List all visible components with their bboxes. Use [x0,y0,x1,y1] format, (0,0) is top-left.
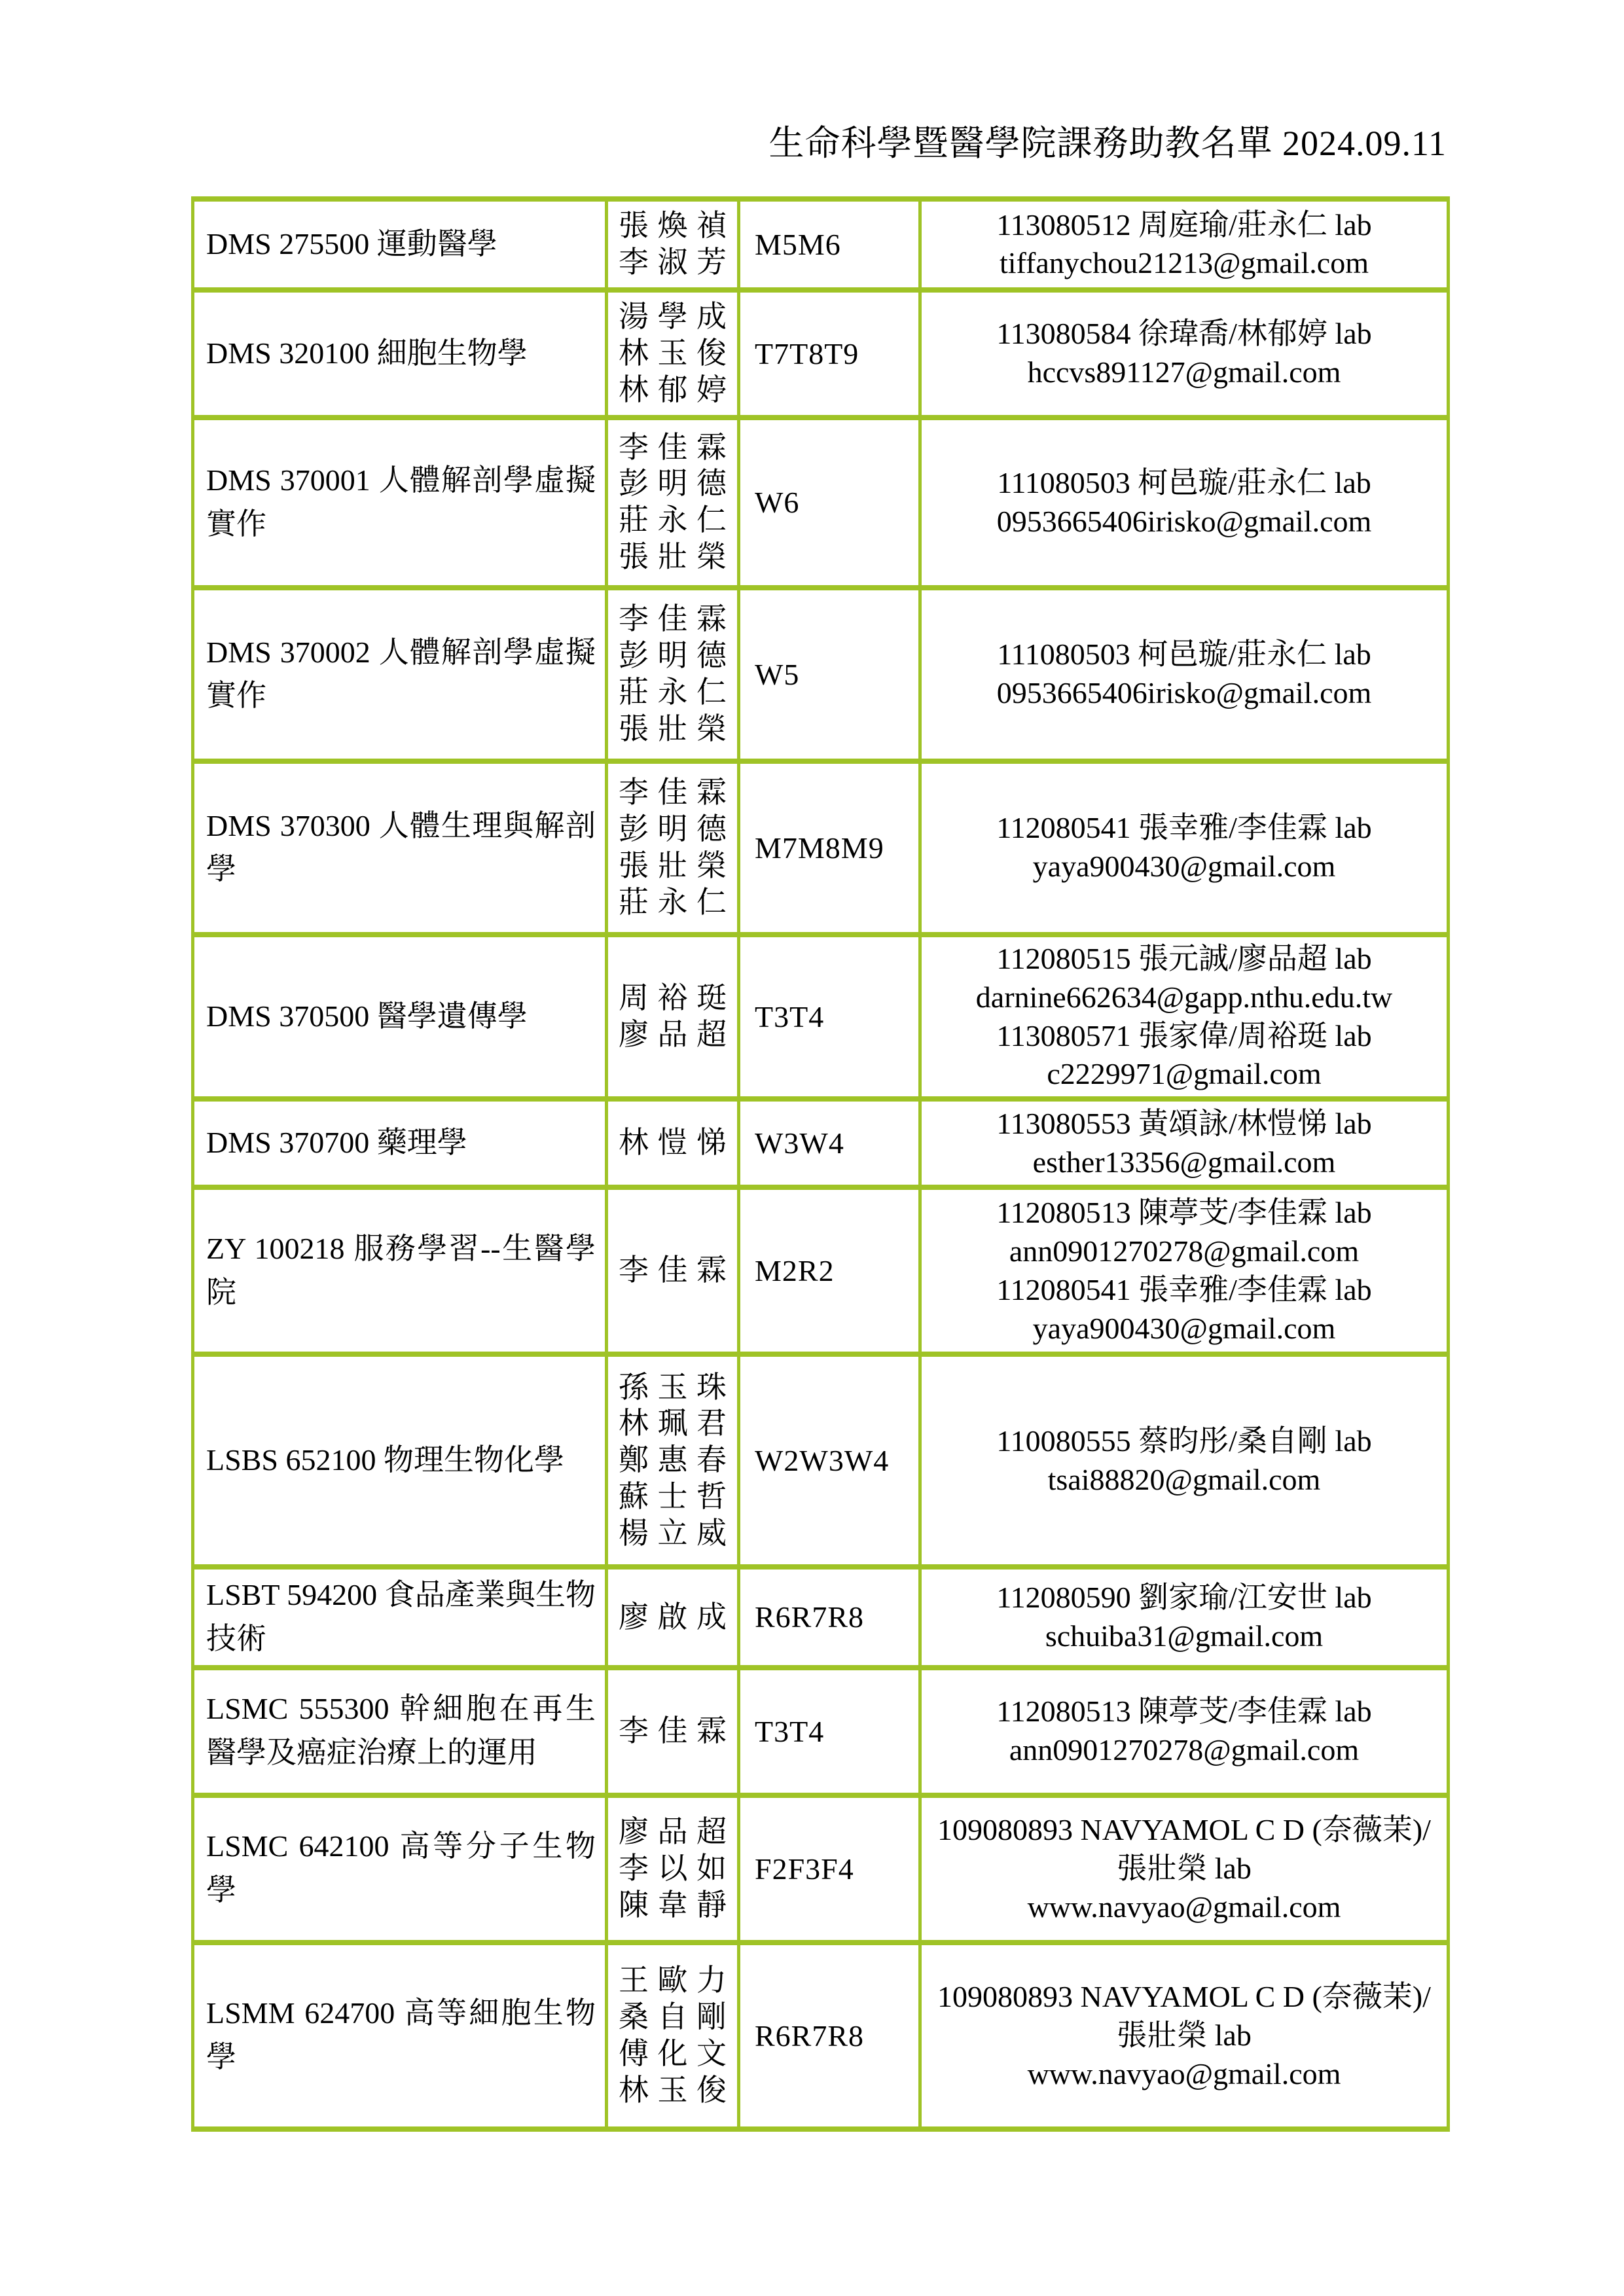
instructor-name-char: 士 [657,1480,688,1514]
ta-info-line: hccvs891127@gmail.com [1027,355,1341,389]
instructor-name-char: 湯 [619,299,649,333]
instructor-name-char: 林 [619,1407,649,1441]
instructor-name [619,2073,727,2108]
instructor-name-char: 玉 [657,336,688,370]
instructor-name-char: 品 [657,1018,688,1052]
instructor-name-char: 霖 [696,430,727,464]
table-row [193,1099,1449,1187]
course-cell: DMS 370300 人體生理與解剖學 [193,761,607,935]
instructor-name [619,1516,727,1551]
instructor-name-char: 林 [619,336,649,370]
instructor-name [619,886,727,920]
instructor-name [619,1371,727,1405]
instructors-cell [607,761,739,935]
ta-info-line: www.navyao@gmail.com [1027,1890,1341,1924]
instructor-name [619,1126,727,1160]
instructor-name-char: 明 [657,467,688,501]
ta-info-cell [920,588,1449,761]
ta-info-cell [920,1187,1449,1354]
instructor-name-char: 明 [657,638,688,672]
instructor-name-char: 周 [619,981,649,1015]
course-cell: DMS 320100 細胞生物學 [193,290,607,418]
page-title: 生命科學暨醫學院課務助教名單 2024.09.11 [768,124,1447,163]
instructor-name-char: 彭 [619,638,649,672]
instructor-name [619,503,727,538]
ta-info-cell [920,1668,1449,1795]
instructor-name [619,675,727,710]
instructor-name-char: 彭 [619,467,649,501]
table-row [193,1567,1449,1667]
instructor-name-char: 剛 [696,2000,727,2034]
instructors-cell [607,199,739,290]
course-table-body [193,199,1449,2129]
time-slot-cell: M7M8M9 [739,761,920,935]
table-row [193,290,1449,418]
course-cell: LSBT 594200 食品產業與生物技術 [193,1567,607,1667]
ta-info-line: 112080513 陳葶芠/李佳霖 lab [996,1695,1372,1729]
instructor-name-char: 鄭 [619,1443,649,1477]
instructor-name-char: 明 [657,812,688,846]
course-cell: DMS 370500 醫學遺傳學 [193,935,607,1100]
ta-info-line: 109080893 NAVYAMOL C D (奈薇茉)/張壯榮 lab [937,1812,1431,1885]
instructor-name-char: 張 [619,848,649,882]
instructor-name-char: 蘇 [619,1480,649,1514]
instructor-name-char: 立 [657,1516,688,1551]
instructor-name [619,849,727,884]
course-cell: DMS 275500 運動醫學 [193,199,607,290]
course-cell: LSBS 652100 物理生物化學 [193,1354,607,1567]
instructor-name-char: 佳 [657,602,688,636]
course-cell: DMS 370002 人體解剖學虛擬實作 [193,588,607,761]
ta-info-cell [920,761,1449,935]
time-slot-cell: R6R7R8 [739,1943,920,2129]
ta-info-line: 109080893 NAVYAMOL C D (奈薇茉)/張壯榮 lab [937,1979,1431,2052]
instructors-cell [607,418,739,588]
instructor-name [619,1443,727,1478]
time-slot-cell: M5M6 [739,199,920,290]
ta-info-line: 0953665406irisko@gmail.com [996,504,1372,538]
instructor-name-char: 楊 [619,1516,649,1551]
ta-info-line: 113080571 張家偉/周裕珽 lab [996,1018,1372,1052]
instructors-cell [607,588,739,761]
instructor-name [619,300,727,334]
ta-info-line: 110080555 蔡昀彤/桑自剛 lab [996,1424,1372,1458]
ta-info-line: 112080541 張幸雅/李佳霖 lab [996,811,1372,845]
instructor-name [619,602,727,637]
instructors-cell [607,1567,739,1667]
instructor-name-char: 李 [619,1713,649,1748]
instructor-name-char: 德 [696,812,727,846]
instructor-name-char: 德 [696,638,727,672]
instructors-cell [607,1943,739,2129]
table-row [193,418,1449,588]
instructor-name-char: 張 [619,711,649,745]
ta-info-cell [920,418,1449,588]
course-cell: DMS 370700 藥理學 [193,1099,607,1187]
instructor-name-char: 德 [696,467,727,501]
instructor-name-char: 霖 [696,602,727,636]
table-row [193,1187,1449,1354]
table-row [193,1668,1449,1795]
instructor-name-char: 榮 [696,711,727,745]
instructor-name-char: 李 [619,1253,649,1287]
instructor-name-char: 自 [657,2000,688,2034]
instructor-name-char: 禎 [696,209,727,242]
instructor-name-char: 莊 [619,503,649,537]
instructor-name [619,336,727,371]
instructor-name [619,1253,727,1288]
instructor-name-char: 佳 [657,430,688,464]
ta-info-line: yaya900430@gmail.com [1032,1311,1336,1345]
ta-info-line: ann0901270278@gmail.com [1009,1234,1360,1268]
instructor-name-char: 佳 [657,1713,688,1748]
time-slot-cell: W2W3W4 [739,1354,920,1567]
ta-info-line: yaya900430@gmail.com [1032,850,1336,884]
instructor-name-char: 成 [696,299,727,333]
instructor-name-char: 永 [657,675,688,709]
ta-info-line: darnine662634@gapp.nthu.edu.tw [975,980,1393,1014]
instructor-name-char: 仁 [696,675,727,709]
table-row [193,935,1449,1100]
instructor-name-char: 孫 [619,1370,649,1404]
instructor-name-char: 彭 [619,812,649,846]
instructors-cell [607,1187,739,1354]
ta-info-line: tiffanychou21213@gmail.com [999,246,1369,280]
instructor-name-char: 歐 [657,1963,688,1997]
instructor-name-char: 春 [696,1443,727,1477]
instructor-name-char: 仁 [696,503,727,537]
instructor-name-char: 啟 [657,1600,688,1634]
instructor-name-char: 如 [696,1851,727,1885]
instructor-name-char: 榮 [696,848,727,882]
instructor-name-char: 玉 [657,1370,688,1404]
instructors-cell [607,935,739,1100]
ta-info-line: 112080590 劉家瑜/江安世 lab [996,1581,1372,1615]
instructor-name [619,373,727,408]
ta-roster-table [191,196,1450,2132]
course-cell: ZY 100218 服務學習--生醫學院 [193,1187,607,1354]
ta-info-line: tsai88820@gmail.com [1047,1462,1321,1496]
ta-info-cell [920,1567,1449,1667]
table-row [193,199,1449,290]
instructor-name-char: 哲 [696,1480,727,1514]
instructor-name-char: 霖 [696,1713,727,1748]
instructor-name-char: 韋 [657,1888,688,1922]
instructor-name-char: 學 [657,299,688,333]
time-slot-cell: W3W4 [739,1099,920,1187]
time-slot-cell: W6 [739,418,920,588]
instructor-name [619,540,727,575]
ta-info-line: 113080512 周庭瑜/莊永仁 lab [996,207,1372,242]
instructor-name-char: 惠 [657,1443,688,1477]
instructor-name-char: 化 [657,2036,688,2070]
instructor-name [619,209,727,243]
ta-info-cell [920,290,1449,418]
instructor-name-char: 俊 [696,336,727,370]
instructor-name-char: 悌 [696,1126,727,1160]
ta-info-line: schuiba31@gmail.com [1045,1619,1324,1653]
time-slot-cell: R6R7R8 [739,1567,920,1667]
instructor-name [619,1480,727,1515]
instructor-name-char: 永 [657,885,688,919]
instructor-name-char: 莊 [619,675,649,709]
ta-info-cell [920,1795,1449,1943]
course-cell: DMS 370001 人體解剖學虛擬實作 [193,418,607,588]
instructor-name-char: 淑 [657,245,688,279]
instructor-name-char: 佳 [657,1253,688,1287]
ta-info-line: 112080515 張元誠/廖品超 lab [996,941,1372,975]
instructor-name-char: 品 [657,1814,688,1848]
instructor-name-char: 李 [619,602,649,636]
instructor-name-char: 壯 [657,711,688,745]
instructor-name [619,2000,727,2035]
ta-info-line: 113080584 徐瑋喬/林郁婷 lab [996,317,1372,351]
instructor-name-char: 君 [696,1407,727,1441]
ta-info-line: c2229971@gmail.com [1047,1057,1322,1091]
ta-info-line: 111080503 柯邑璇/莊永仁 lab [997,637,1371,672]
instructors-cell [607,1668,739,1795]
instructor-name-char: 靜 [696,1888,727,1922]
ta-info-cell [920,199,1449,290]
instructor-name [619,1600,727,1635]
instructor-name-char: 永 [657,503,688,537]
instructor-name [619,1407,727,1441]
instructor-name [619,776,727,810]
table-row [193,1795,1449,1943]
ta-info-cell [920,1943,1449,2129]
ta-info-line: 112080513 陳葶芠/李佳霖 lab [996,1196,1372,1230]
ta-info-line: 111080503 柯邑璇/莊永仁 lab [997,465,1371,499]
instructor-name-char: 林 [619,372,649,406]
instructor-name [619,981,727,1016]
instructor-name [619,1018,727,1052]
instructor-name [619,1714,727,1749]
instructor-name-char: 玉 [657,2073,688,2107]
instructor-name [619,1815,727,1850]
instructor-name-char: 李 [619,245,649,279]
instructor-name-char: 壯 [657,540,688,574]
instructor-name-char: 陳 [619,1888,649,1922]
instructor-name-char: 莊 [619,885,649,919]
ta-info-line: esther13356@gmail.com [1032,1145,1336,1179]
instructor-name-char: 廖 [619,1814,649,1848]
instructor-name [619,431,727,465]
instructor-name-char: 傅 [619,2036,649,2070]
instructor-name-char: 愷 [657,1126,688,1160]
instructor-name-char: 超 [696,1018,727,1052]
table-row [193,761,1449,935]
instructors-cell [607,290,739,418]
ta-info-line: www.navyao@gmail.com [1027,2056,1341,2090]
instructor-name [619,712,727,747]
instructor-name-char: 張 [619,209,649,242]
instructor-name-char: 佳 [657,776,688,809]
course-cell: LSMC 555300 幹細胞在再生醫學及癌症治療上的運用 [193,1668,607,1795]
instructor-name-char: 威 [696,1516,727,1551]
time-slot-cell: T3T4 [739,935,920,1100]
instructor-name-char: 珠 [696,1370,727,1404]
instructor-name-char: 林 [619,2073,649,2107]
instructor-name-char: 郁 [657,372,688,406]
instructor-name-char: 婷 [696,372,727,406]
instructor-name-char: 以 [657,1851,688,1885]
ta-info-cell [920,1354,1449,1567]
instructor-name-char: 裕 [657,981,688,1015]
ta-info-cell [920,1099,1449,1187]
table-row [193,588,1449,761]
ta-info-line: 112080541 張幸雅/李佳霖 lab [996,1272,1372,1306]
course-cell: LSMM 624700 高等細胞生物學 [193,1943,607,2129]
instructor-name-char: 廖 [619,1600,649,1634]
time-slot-cell: W5 [739,588,920,761]
time-slot-cell: F2F3F4 [739,1795,920,1943]
time-slot-cell: T3T4 [739,1668,920,1795]
instructor-name [619,1852,727,1886]
instructor-name-char: 王 [619,1963,649,1997]
instructor-name-char: 珽 [696,981,727,1015]
table-row [193,1943,1449,2129]
instructor-name [619,2037,727,2072]
instructor-name [619,812,727,847]
instructor-name [619,1888,727,1923]
course-cell: LSMC 642100 高等分子生物學 [193,1795,607,1943]
ta-info-cell [920,935,1449,1100]
instructor-name [619,639,727,673]
instructor-name-char: 李 [619,776,649,809]
instructor-name-char: 榮 [696,540,727,574]
ta-info-line: 113080553 黃頌詠/林愷悌 lab [996,1106,1372,1140]
instructor-name-char: 芳 [696,245,727,279]
instructor-name-char: 力 [696,1963,727,1997]
instructor-name-char: 李 [619,1851,649,1885]
instructor-name-char: 超 [696,1814,727,1848]
instructor-name-char: 煥 [657,209,688,242]
instructor-name [619,1964,727,1998]
instructor-name-char: 林 [619,1126,649,1160]
instructor-name-char: 珮 [657,1407,688,1441]
ta-info-line: ann0901270278@gmail.com [1009,1733,1360,1767]
instructor-name-char: 張 [619,540,649,574]
instructor-name [619,245,727,280]
instructor-name-char: 成 [696,1600,727,1634]
instructor-name-char: 霖 [696,1253,727,1287]
instructors-cell [607,1099,739,1187]
ta-info-line: 0953665406irisko@gmail.com [996,676,1372,710]
instructor-name-char: 廖 [619,1018,649,1052]
instructor-name-char: 仁 [696,885,727,919]
instructor-name-char: 霖 [696,776,727,809]
instructor-name-char: 桑 [619,2000,649,2034]
instructor-name-char: 文 [696,2036,727,2070]
time-slot-cell: M2R2 [739,1187,920,1354]
instructors-cell [607,1795,739,1943]
instructor-name [619,467,727,501]
table-row [193,1354,1449,1567]
instructor-name-char: 俊 [696,2073,727,2107]
instructors-cell [607,1354,739,1567]
instructor-name-char: 李 [619,430,649,464]
time-slot-cell: T7T8T9 [739,290,920,418]
instructor-name-char: 壯 [657,848,688,882]
